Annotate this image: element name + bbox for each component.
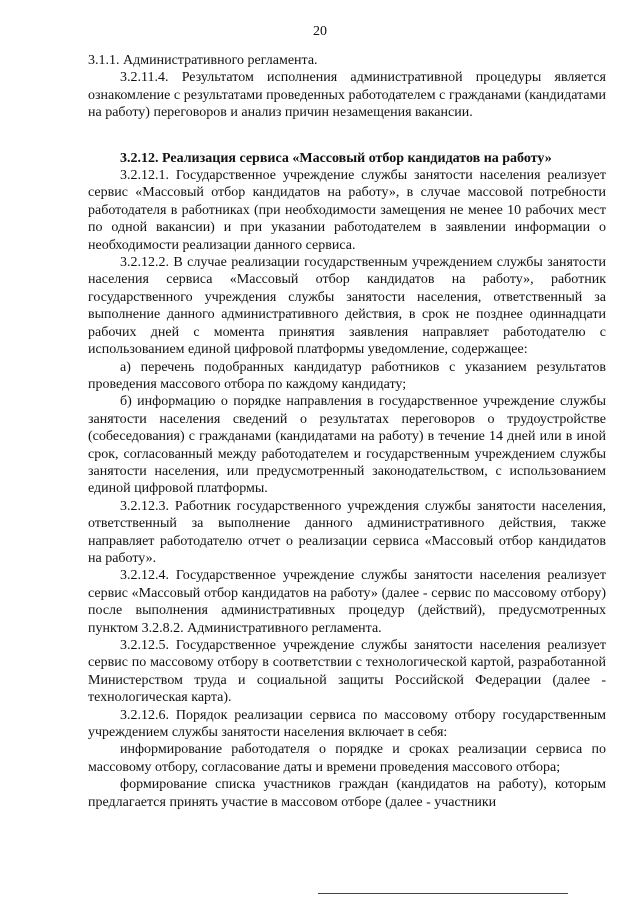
section-heading-3-2-12: 3.2.12. Реализация сервиса «Массовый отбор кандидатов на работу» [120,150,552,166]
list-item-a: а) перечень подобранных кандидатур работников с указанием результатов проведения массового отбора по каждому кандидату; [88,359,606,392]
footer-rule [318,893,568,894]
paragraph-3-2-12-4: 3.2.12.4. Государственное учреждение службы занятости населения реализует сервис «Массовый отбор кандидатов на работу» (далее - сервис по массовому отбору) после выполнения административных процедур (действий), предусмотренных пунктом 3.2.8.2. Административного регламента. [88,568,606,636]
paragraph-3-2-12-2: 3.2.12.2. В случае реализации государственным учреждением службы занятости населения сервиса «Массовый отбор кандидатов на работу», работник государственного учреждения службы занятости населения, ответственный за выполнение данного административного действия, в срок не позднее одиннадцати рабочих дней с момента принятия заявления направляет работодателю с использованием единой цифровой платформы уведомление, содержащее: [88,255,606,358]
paragraph-forming-list: формирование списка участников граждан (кандидатов на работу), которым предлагается принять участие в массовом отборе (далее - участники [88,777,606,810]
page-number: 20 [313,24,327,39]
paragraph-3-2-11-4: 3.2.11.4. Результатом исполнения административной процедуры является ознакомление с результатами проведенных работодателем с гражданами (кандидатами на работу) переговоров и анализ причин незамещения вакансии. [88,70,606,121]
paragraph-3-2-12-5: 3.2.12.5. Государственное учреждение службы занятости населения реализует сервис по массовому отбору в соответствии с технологической картой, разработанной Министерством труда и социальной защиты Российской Федерации (далее - технологическая карта). [88,638,606,706]
paragraph-3-2-12-6: 3.2.12.6. Порядок реализации сервиса по массовому отбору государственным учреждением службы занятости населения включает в себя: [88,707,606,741]
spacer [88,122,606,136]
paragraph-informing-employer: информирование работодателя о порядке и сроках реализации сервиса по массовому отбору, согласование даты и времени проведения массового отбора; [88,742,606,775]
paragraph-3-2-12-3: 3.2.12.3. Работник государственного учреждения службы занятости населения, ответственный за выполнение данного административного действия, также направляет работодателю отчет о реализации сервиса «Массовый отбор кандидатов на работу». [88,498,606,566]
paragraph-3-2-12-1: 3.2.12.1. Государственное учреждение службы занятости населения реализует сервис «Массовый отбор кандидатов на работу», в случае массовой потребности работодателя в работниках (при необходимости замещения не менее 10 рабочих мест по одной вакансии) и при указании работодателем в заявлении информации о необходимости реализации данного сервиса. [88,168,606,253]
list-item-b: б) информацию о порядке направления в государственное учреждение службы занятости населения сведений о результатах переговоров о трудоустройстве (собеседования) с гражданами (кандидатами на работу) в течение 14 дней или в иной срок, согласованный между работодателем и государственным учреждением службы занятости населения, или предусмотренный законодательством, с использованием единой цифровой платформы. [88,394,606,497]
document-body [88,52,606,811]
paragraph-continuation: 3.1.1. Административного регламента. [88,53,318,68]
